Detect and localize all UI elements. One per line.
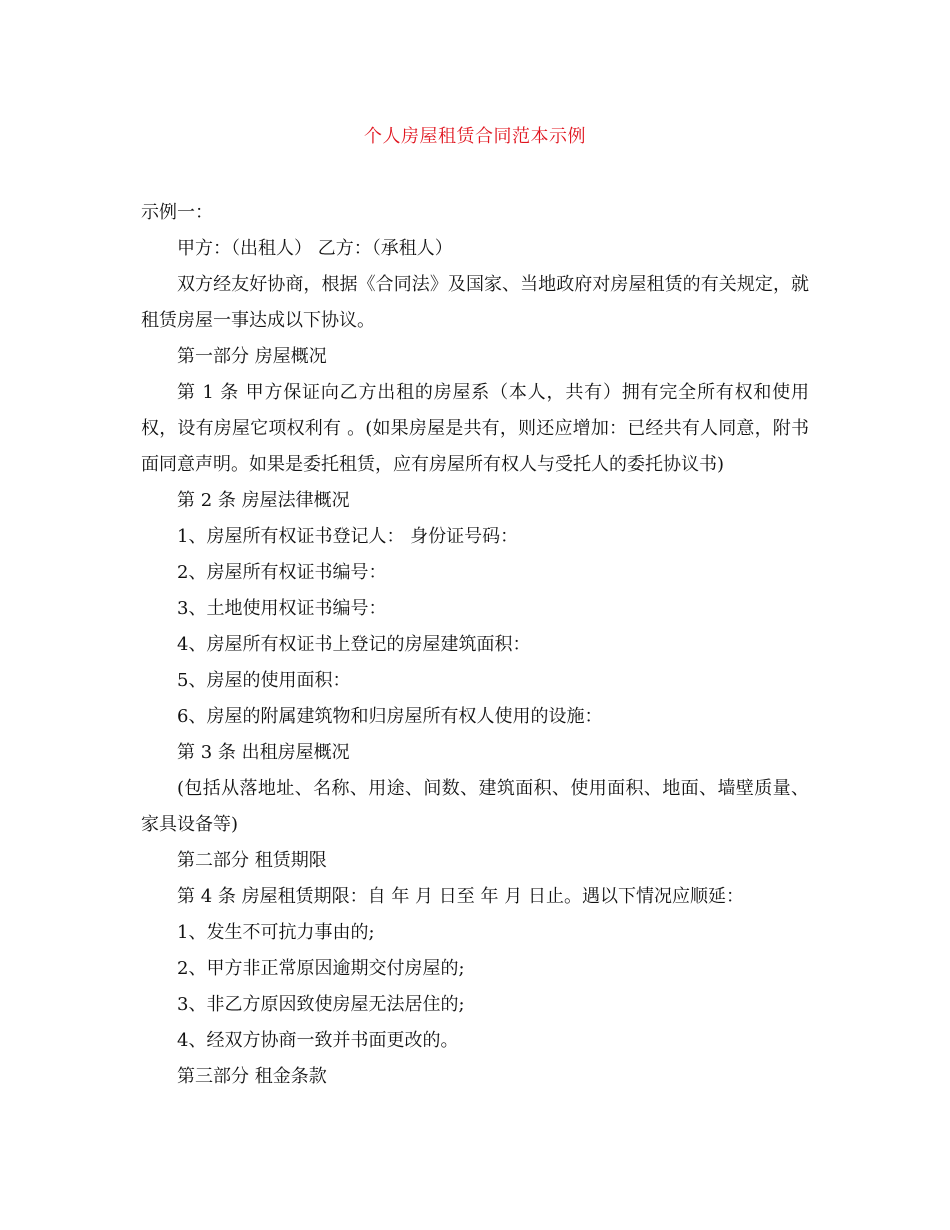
list-item: 2、房屋所有权证书编号：	[177, 562, 387, 583]
list-item: 3、土地使用权证书编号：	[177, 598, 387, 619]
article-1-paragraph: 第 1 条 甲方保证向乙方出租的房屋系（本人，共有）拥有完全所有权和使用权，设有房屋它项权利有 。(如果房屋是共有，则还应增加：已经共有人同意，附书面同意声明。如果是委托租赁，应有房屋所有权人与受托人的委托协议书)	[141, 382, 809, 475]
preamble-paragraph: 双方经友好协商，根据《合同法》及国家、当地政府对房屋租赁的有关规定，就租赁房屋一事达成以下协议。	[141, 274, 809, 331]
list-item: 4、经双方协商一致并书面更改的。	[177, 1030, 459, 1051]
parties-line: 甲方：（出租人） 乙方：（承租人）	[177, 238, 453, 259]
document-title: 个人房屋租赁合同范本示例	[364, 126, 586, 147]
list-item: 5、房屋的使用面积：	[177, 670, 351, 691]
part-three-heading: 第三部分 租金条款	[177, 1066, 327, 1087]
list-item: 1、房屋所有权证书登记人： 身份证号码：	[177, 526, 519, 547]
part-two-heading: 第二部分 租赁期限	[177, 850, 327, 871]
list-item: 1、发生不可抗力事由的;	[177, 922, 375, 943]
part-one-heading: 第一部分 房屋概况	[177, 346, 327, 367]
list-item: 2、甲方非正常原因逾期交付房屋的;	[177, 958, 465, 979]
document-body	[141, 195, 809, 1095]
example-heading: 示例一：	[141, 202, 213, 223]
list-item: 3、非乙方原因致使房屋无法居住的;	[177, 994, 465, 1015]
list-item: 6、房屋的附属建筑物和归房屋所有权人使用的设施：	[177, 706, 603, 727]
article-3-heading: 第 3 条 出租房屋概况	[177, 742, 350, 763]
article-4-paragraph: 第 4 条 房屋租赁期限：自 年 月 日至 年 月 日止。遇以下情况应顺延：	[177, 886, 744, 907]
article-2-heading: 第 2 条 房屋法律概况	[177, 490, 350, 511]
list-item: 4、房屋所有权证书上登记的房屋建筑面积：	[177, 634, 531, 655]
article-3-note: (包括从落地址、名称、用途、间数、建筑面积、使用面积、地面、墙壁质量、家具设备等)	[141, 778, 809, 835]
